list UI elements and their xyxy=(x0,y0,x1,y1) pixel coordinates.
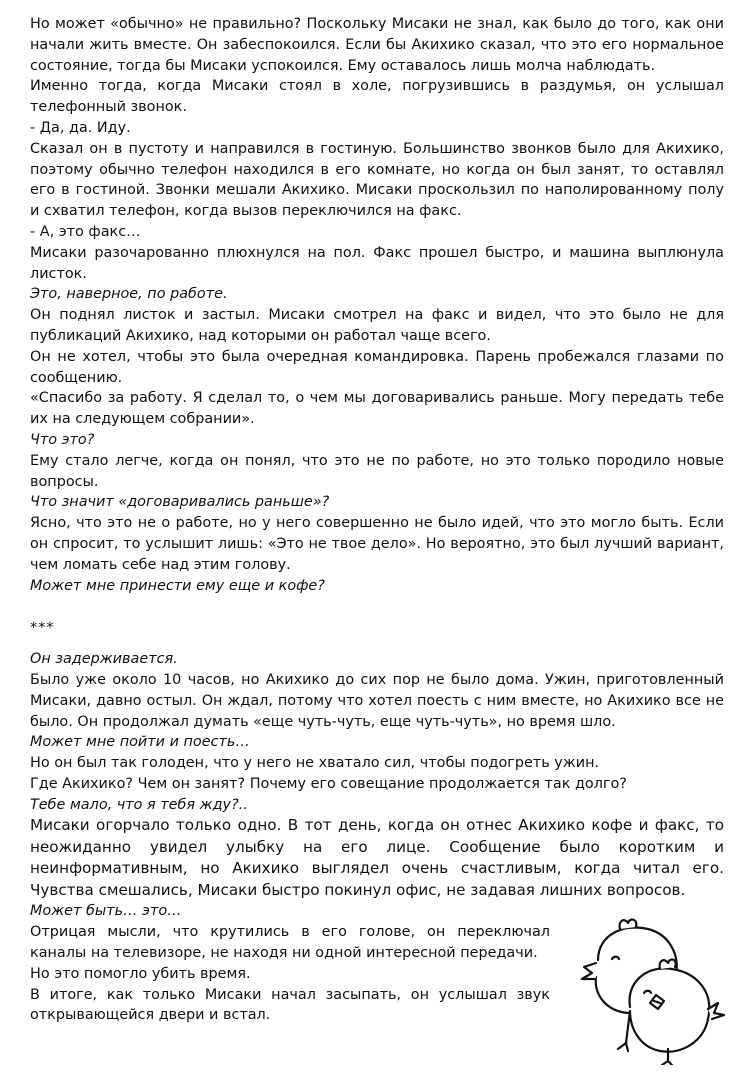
dialogue-line: - Да, да. Иду. xyxy=(30,119,131,136)
paragraph: Но может «обычно» не правильно? Поскольку Мисаки не знал, как было до того, как они начали жить вместе. Он забеспокоился. Если бы Акихико сказал, что это его нормальное состояние, тогда бы Мисаки успокоился. Ему оставалось лишь молча наблюдать. xyxy=(30,16,724,74)
paragraph: Ясно, что это не о работе, но у него совершенно не было идей, что это могло быть. Если он спросит, то услышит лишь: «Это не твое дело». Но вероятно, это был лучший вариант, чем ломать себе над этим голову. xyxy=(30,515,724,573)
paragraph: Где Акихико? Чем он занят? Почему его совещание продолжается так долго? xyxy=(30,775,627,792)
paragraph: Отрицая мысли, что крутились в его голове, он переключал каналы на телевизоре, не находя ни одной интересной передачи. xyxy=(30,924,550,962)
paragraph: Он поднял листок и застыл. Мисаки смотрел на факс и видел, что это было не для публикаций Акихико, над которыми он работал чаще всего. xyxy=(30,307,724,344)
paragraph: Мисаки разочарованно плюхнулся на пол. Факс прошел быстро, и машина выплюнула листок. xyxy=(30,244,724,282)
dialogue-line: - А, это факс… xyxy=(30,223,141,240)
thought-line: Что это? xyxy=(30,431,95,448)
document-page xyxy=(30,14,724,1026)
thought-line: Тебе мало, что я тебя жду?.. xyxy=(30,796,248,813)
paragraph: Было уже около 10 часов, но Акихико до сих пор не было дома. Ужин, приготовленный Мисаки, давно остыл. Он ждал, потому что хотел поесть с ним вместе, но Акихико все не было. Он продолжал думать «еще чуть-чуть, еще чуть-чуть», но время шло. xyxy=(30,671,724,730)
thought-line: Он задерживается. xyxy=(30,651,178,668)
paragraph: Именно тогда, когда Мисаки стоял в холе, погрузившись в раздумья, он услышал телефонный звонок. xyxy=(30,78,724,116)
thought-line: Может мне принести ему еще и кофе? xyxy=(30,577,325,594)
paragraph: Он не хотел, чтобы это была очередная командировка. Парень пробежался глазами по сообщению. xyxy=(30,348,724,386)
paragraph: Ему стало легче, когда он понял, что это не по работе, но это только породило новые вопросы. xyxy=(30,452,724,490)
paragraph: В итоге, как только Мисаки начал засыпать, он услышал звук открывающейся двери и встал. xyxy=(30,986,550,1024)
section-separator: *** xyxy=(30,620,55,637)
thought-line: Это, наверное, по работе. xyxy=(30,286,228,303)
paragraph: Сказал он в пустоту и направился в гостиную. Большинство звонков было для Акихико, поэтому обычно телефон находился в его комнате, но когда он был занят, то оставлял его в гостиной. Звонки мешали Акихико. Мисаки проскользил по наполированному полу и схватил телефон, когда вызов переключился на факс. xyxy=(30,140,724,220)
thought-line: Может быть… это… xyxy=(30,903,182,920)
thought-line: Может мне пойти и поесть… xyxy=(30,734,250,751)
chicks-icon xyxy=(568,915,738,1065)
fax-quote: «Спасибо за работу. Я сделал то, о чем мы договаривались раньше. Могу передать тебе их на следующем собрании». xyxy=(30,390,724,428)
paragraph: Но он был так голоден, что у него не хватало сил, чтобы подогреть ужин. xyxy=(30,755,600,772)
thought-line: Что значит «договаривались раньше»? xyxy=(30,494,330,511)
paragraph: Но это помогло убить время. xyxy=(30,965,251,982)
paragraph: Мисаки огорчало только одно. В тот день, когда он отнес Акихико кофе и факс, то неожиданно увидел улыбку на его лице. Сообщение было коротким и неинформативным, но Акихико выглядел очень счастливым, когда читал его. Чувства смешались, Мисаки быстро покинул офис, не задавая лишних вопросов. xyxy=(30,816,724,899)
